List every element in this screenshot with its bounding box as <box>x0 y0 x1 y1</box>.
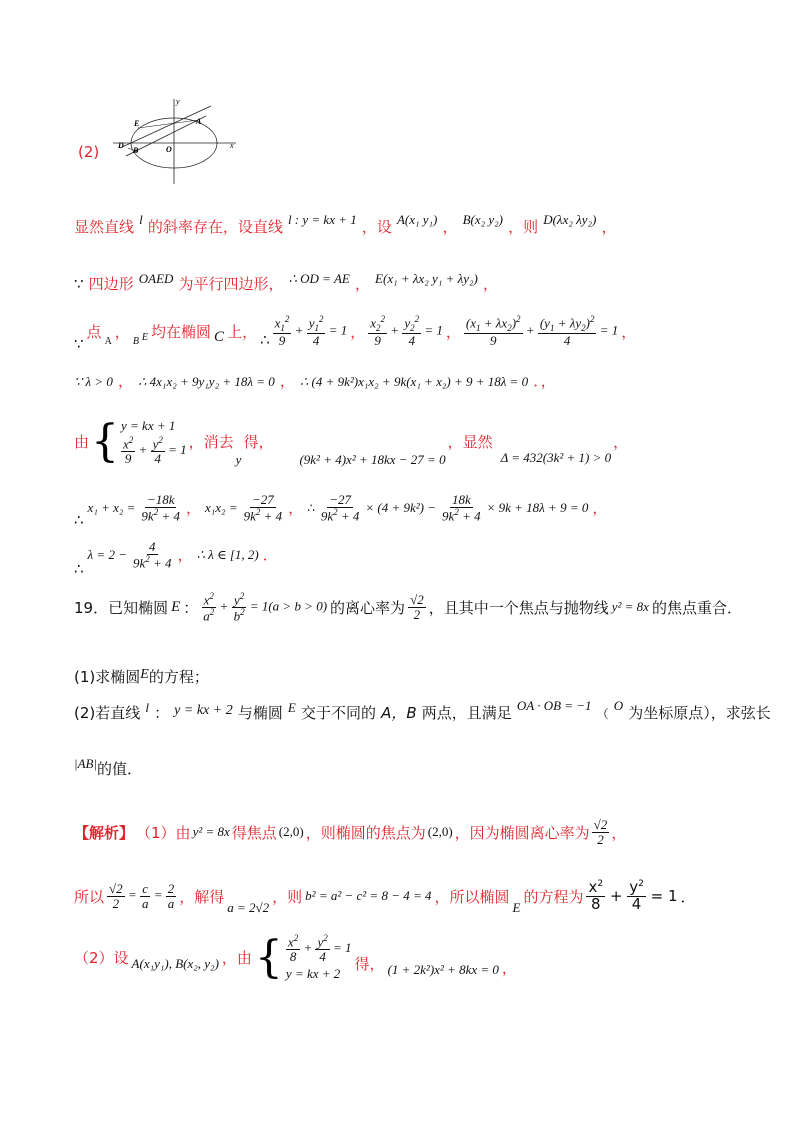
line-3: ∵ 点 A ， B E 均在椭圆 C 上， ∴ $\frac{x_1^2}{9}$ + $\frac{y_1^2}{4}$ = 1 ， $\frac{x_2^2}{9}$ + $\frac{y_2^2}{4}$ = 1 ， $\frac{(x_1 + \lambda x_2)^2}{9}$ + $\frac{(y_1 + \lambda y_2)^2}{4}$ = 1 ， <box>74 314 637 353</box>
question-2-cont: $^{|AB|}$的值． <box>74 756 143 778</box>
segment-ea <box>138 120 198 128</box>
axis-label-x: x <box>230 141 234 150</box>
line-6: ∴ x₁ + x₂ = $\frac{-18k}{9k^2 + 4}$ ， x₁x₂ = $\frac{-27}{9k^2 + 4}$ ， ∴ $\frac{-27}{9k^2 + 4}$ × (4 + 9k²) − $\frac{18k}{9k^2 + 4}$ × 9k + 18λ + 9 = 0 ， <box>74 492 608 529</box>
point-label-o: O <box>166 145 172 154</box>
line-7: ∴ λ = 2 − $\frac{4}{9k^2 + 4}$ ， ∴ λ ∈ [1, 2) ． <box>74 539 278 578</box>
problem-19: 19．已知椭圆 E ： $\frac{x^2}{a^2}$ + $\frac{y^2}{b^2}$ = 1(a > b > 0) 的离心率为 $\frac{√2}{2}$ ，且其中一个焦点与抛物线 y² = 8x 的焦点重合． <box>74 591 742 624</box>
point-label-a: A <box>196 117 202 126</box>
solution-line-2: 所以 $\frac{√2}{2}$ = $\frac{c}{a}$ = $\frac{2}{a}$ ，解得 a = 2√2 ，则 b² = a² − c² = 8 − 4 = 4 ，所以椭圆 E 的方程为 $\frac{x^2}{8}$ + $\frac{y^2}{4}$ = 1 ． <box>74 878 696 916</box>
line-5: 由 { y = kx + 1 $\frac{x^2}{9}$ + $\frac{y^2}{4}$ = 1 ，消去 y 得， (9k² + 4)x² + 18kx − 27 = 0 ，显然 Δ = 432(3k² + 1) > 0 ， <box>74 415 629 467</box>
line-2: ∵ 四边形 $^{OAED}$ 为平行四边形， $^{\therefore OD = AE}$ ， $^{E(x_1 + \lambda x_2 y_1 + \lambda y_2)}$ ， <box>74 271 498 293</box>
figure-label: (2) <box>78 143 100 161</box>
ellipse-figure <box>108 96 243 186</box>
line-4: ∵ λ > 0 ， ∴ 4x₁x₂ + 9y₁y₂ + 18λ = 0 ， ∴ (4 + 9k²)x₁x₂ + 9k(x₁ + x₂) + 9 + 18λ = 0 ．， <box>74 372 556 390</box>
point-label-b: B <box>133 146 139 155</box>
point-label-e: E <box>134 119 140 128</box>
solution-line-3: （2）设 A(x₁y₁), B(x₂, y₂) ，由 { $\frac{x^2}{8}$ + $\frac{y^2}{4}$ = 1 y = kx + 2 得， (1 + 2k²)x² + 8kx = 0 ， <box>74 931 517 983</box>
question-1: (1)求椭圆E的方程； <box>74 667 209 686</box>
line-1: 显然直线 $^l$ 的斜率存在，设直线 $^{l : y = kx + 1}$ ，设 $^{A(x_1 y_1)}$ ， $^{B(x_2 y_2)}$ ，则 $^{D(\lambda x_2 \lambda y_2)}$ ， <box>74 212 617 236</box>
solution-line-1: 【解析】 （1）由 y² = 8x 得焦点 (2,0) ，则椭圆的焦点为 (2,0) ，因为椭圆离心率为 $\frac{√2}{2}$ ， <box>74 817 627 847</box>
question-2: (2)若直线 $^l$ ： y = kx + 2 与椭圆 $^E$ 交于不同的 A，B 两点，且满足 $^{OA \cdot OB = -1}$ （ $^O$ 为坐标原点），求弦长 <box>74 698 771 722</box>
axis-label-y: y <box>176 97 180 106</box>
point-label-d: D <box>118 141 124 150</box>
